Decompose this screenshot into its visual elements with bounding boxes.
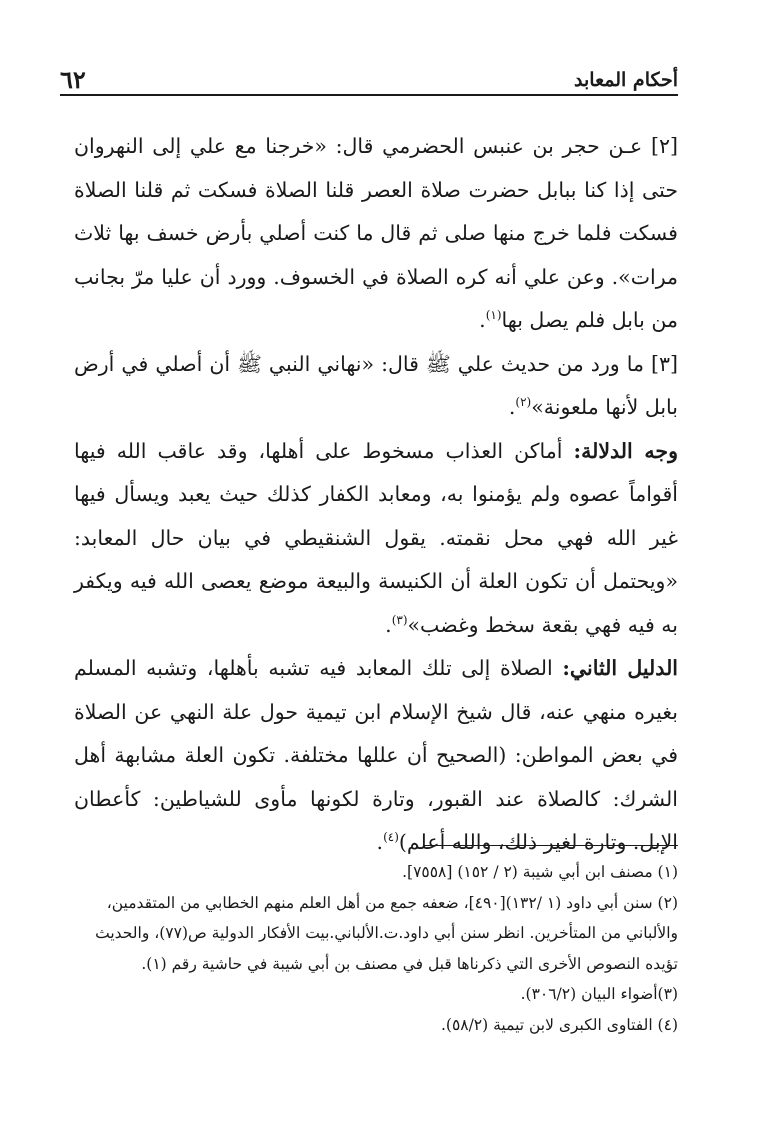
paragraph-end: . <box>376 830 384 854</box>
footnote-ref[interactable]: (١) <box>485 308 502 323</box>
footnotes <box>64 857 678 1040</box>
footnote-ref[interactable]: (٢) <box>515 395 532 410</box>
paragraph-hadith-3 <box>74 343 678 430</box>
main-text <box>74 125 678 865</box>
footnote: (١) مصنف ابن أبي شيبة (٢ / ١٥٢) [٧٥٥٨]. <box>402 863 678 881</box>
footnote-ref[interactable]: (٤) <box>383 830 399 845</box>
paragraph-hadith-2 <box>74 125 678 343</box>
page-header <box>60 60 678 96</box>
paragraph-text: أماكن العذاب مسخوط على أهلها، وقد عاقب الله فيها أقواماً عصوه ولم يؤمنوا به، ومعابد الكفار كذلك حيث يعبد ويسأل فيها غير الله فهي محل نقمته. يقول الشنقيطي في بيان حال المعابد: «ويحتمل أن تكون العلة أن الكنيسة والبيعة موضع يعصى الله فيه ويكفر به فيه فهي بقعة سخط وغضب» <box>74 438 678 637</box>
running-title: أحكام المعابد <box>574 69 678 91</box>
paragraph-end: . <box>508 395 516 419</box>
footnote-ref[interactable]: (٣) <box>391 612 408 627</box>
paragraph-label: وجه الدلالة: <box>573 438 678 463</box>
footnote: (٤) الفتاوى الكبرى لابن تيمية (٥٨/٢). <box>440 1015 678 1034</box>
footnote: (٣)أضواء البيان (٣٠٦/٢). <box>520 985 678 1003</box>
paragraph-label: الدليل الثاني: <box>562 656 679 680</box>
paragraph-text: [٣] ما ورد من حديث علي ﷺ قال: «نهاني النبي ﷺ أن أصلي في أرض بابل لأنها ملعونة» <box>74 351 678 419</box>
paragraph-text: الصلاة إلى تلك المعابد فيه تشبه بأهلها، وتشبه المسلم بغيره منهي عنه، قال شيخ الإسلام ابن تيمية حول علة النهي عن الصلاة في بعض المواطن: (الصحيح أن عللها مختلفة. تكون العلة مشابهة أهل الشرك: كالصلاة عند القبور، وتارة لكونها مأوى للشياطين: كأعطان الإبل. وتارة لغير ذلك، والله أعلم) <box>74 656 678 854</box>
paragraph-text: [٢] عـن حجر بن عنبس الحضرمي قال: «خرجنا مع علي إلى النهروان حتى إذا كنا ببابل حضرت صلاة العصر قلنا الصلاة فسكت ثم قلنا الصلاة فسكت فلما خرج منها صلى ثم قال ما كنت أصلي بأرض خسف بها ثلاث مرات». وعن علي أنه كره الصلاة في الخسوف. وورد أن عليا مرّ بجانب من بابل فلم يصل بها <box>74 134 678 332</box>
paragraph-second-evidence <box>74 647 678 865</box>
paragraph-end: . <box>385 612 392 637</box>
paragraph-evidence-aspect <box>74 430 678 648</box>
page-number: ٦٢ <box>60 65 86 94</box>
footnote-separator <box>424 845 678 846</box>
footnote: (٢) سنن أبي داود (١ /١٣٢)[٤٩٠]، ضعفه جمع من أهل العلم منهم الخطابي من المتقدمين، والألباني من المتأخرين. انظر سنن أبي داود.ت.الألباني.بيت الأفكار الدولية ص(٧٧)، والحديث تؤيده النصوص الأخرى التي ذكرناها قبل في مصنف بن أبي شيبة في حاشية رقم (١). <box>95 893 678 973</box>
paragraph-end: . <box>479 308 486 332</box>
